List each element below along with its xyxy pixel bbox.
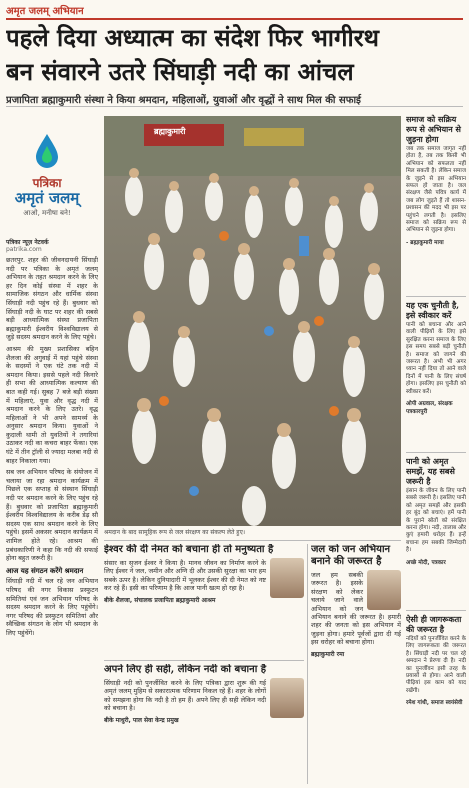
bottom-story-title: ईश्वर की दी नेमत को बचाना ही तो मनुष्यता है	[104, 544, 274, 555]
sidebar-divider	[406, 296, 466, 297]
column-divider	[307, 544, 308, 784]
photo-banner-text: ब्रह्माकुमारी	[154, 127, 186, 136]
sidebar-signature: अच्छे मोदी, पत्रकार	[406, 559, 446, 566]
portrait-photo	[270, 558, 304, 598]
sidebar-divider	[406, 452, 466, 453]
sidebar-title: ऐसी ही जागरूकता की जरूरत है	[406, 614, 462, 634]
sidebar-title: पानी को अमृत समझें, यह सबसे जरूरी है	[406, 456, 455, 486]
sidebar-signature: - ब्रह्माकुमारी माया	[406, 239, 444, 246]
portrait-photo	[270, 678, 304, 718]
sidebar-text: पानी को बचाना और आने वाली पीढ़ियों के लिए इसे सुरक्षित करना समाज के लिए इस समय सबसे बड़ी चुनौती है। समाज को जागने की जरूरत है। अभी भी अगर ध्यान नहीं दिया तो आने वाले दिनों में पानी के लिए संघर्ष होगा। इसलिए इस चुनौती को स्वीकार करें।	[406, 322, 466, 395]
bottom-story-signature: ब्रह्माकुमारी रमा	[311, 650, 345, 658]
kicker-rule	[6, 18, 463, 20]
photo-caption: श्रमदान के बाद सामूहिक रूप से जल संरक्षण का संकल्प लेते हुए।	[104, 529, 246, 536]
main-story	[6, 256, 98, 784]
bottom-story-text: सिंघाड़ी नदी को पुनर्जीवित करने के लिए पत्रिका द्वारा शुरू की गई अमृतं जलम् मुहिम से सकारात्मक परिणाम निकल रहे हैं। शहर के लोगों को समझना होगा कि नदी है तो हम हैं। अपने लिए ही सही लेकिन नदी को बचाना है।	[104, 679, 266, 713]
sidebar-divider	[406, 610, 466, 611]
sidebar-title: यह एक चुनौती है, इसे स्वीकार करें	[406, 300, 460, 320]
story-paragraph: सब जन अभियान परिषद के संयोजन में चलाया जा रहा श्रमदान कार्यक्रम में पिछले एक सप्ताह से संस्थान सिंघाड़ी नदी पर श्रमदान करने के लिए पहुंच रहे हैं। बुधवार को प्रजापिता ब्रह्माकुमारी ईश्वरीय विश्वविद्यालय के करीब डेढ़ सौ सदस्य एक साथ श्रमदान करने के लिए पहुंचे। इसमें अकसर श्रमदान कार्यक्रम में शामिल होते रहे। आश्रम की प्रबंधकारिणी ने कहा कि नदी की सफाई होना बहुत जरूरी है।	[6, 468, 98, 563]
bottom-story-signature: बीके शैलजा, संचालक प्रजापिता ब्रह्माकुमारी आश्रम	[104, 596, 216, 604]
sidebar-text: जब तक समाज जागृत नहीं होता है, तब तक किसी भी अभियान को सफलता नहीं मिल सकती है। लेकिन समाज के जुड़ने से इस अभियान सफल हो जाता है। जल संरक्षण जैसे पवित्र कार्य में जब लोग जुड़ते हैं तो शासन-प्रशासन की मदद भी इस पर पहुंचने लगती है। इसलिए समाज को सक्रिय रूप से अभियान से जुड़ना होगा।	[406, 146, 466, 234]
bottom-story	[104, 544, 304, 656]
logo-name-line-2: अमृतं जलम्	[14, 189, 80, 207]
sidebar-text: नदियों को पुनर्जीवित करने के लिए जागरूकता की जरूरत है। सिंघाड़ी नदी पर चल रहे श्रमदान ने प्रेरणा दी है। नदी का पुनर्जीवन इसी तरह के प्रयासों से होगा। आने वाली पीढ़ियां इस काम को याद रखेंगी।	[406, 636, 466, 694]
byline: पत्रिका न्यूज़ नेटवर्क	[6, 239, 49, 246]
bottom-story-title: जल को जन अभियान बनाने की जरूरत है	[311, 544, 391, 567]
section-kicker: अमृत जलम् अभियान	[6, 6, 84, 17]
headline-line-2: बन संवारने उतरे सिंघाड़ी नदी का आंचल	[6, 57, 354, 86]
sidebar-title: समाज को सक्रिय रूप से अभियान से जुड़ना होगा	[406, 114, 461, 144]
bottom-story	[311, 544, 401, 784]
bottom-story-text: संसार का सृजन ईश्वर ने किया है। मानव जीवन का निर्माण करने के लिए ईश्वर ने जल, जमीन और अग्नि दी और उसकी सुरक्षा का भार हम सबके ऊपर है। लेकिन दुनियादारी में भूलकर ईश्वर की दी नेमत को नष्ट कर रहे हैं। इसी का परिणाम है कि आज पानी खत्म हो रहा है।	[104, 559, 266, 593]
bottom-divider	[104, 540, 401, 541]
sidebar-box	[406, 114, 466, 292]
subheadline: प्रजापिता ब्रह्माकुमारी संस्था ने किया श्रमदान, महिलाओं, युवाओं और वृद्धों ने साथ मिल की सफाई	[6, 95, 361, 106]
headline-line-1: पहले दिया अध्यात्म का संदेश फिर भागीरथ	[6, 23, 379, 52]
main-photo	[104, 116, 401, 526]
sidebar-box	[406, 456, 466, 606]
sidebar-box	[406, 300, 466, 448]
story-paragraph: आश्रम की मुख्य प्रशासिका बहिन शैलजा की अगुवाई में यहां पहुंचे संस्था के सदस्यों ने एक घंटे तक नदी में श्रमदान किया। इससे पहले नदी किनारे ही सभा की आध्यात्मिक कल्याण की बात कही गई। सुबह 7 बजे बड़ी संख्या में महिलाएं, युवा और वृद्ध नदी में श्रमदान करने के लिए उतरे। वृद्ध महिलाओं ने भी अपने सामर्थ्य के अनुसार श्रमदान किया। युवाओं ने कुदाली थामी तो युवतियों ने तगारियां उठाकर नदी का कचरा बाहर फेंका। एक घंटे में तीन ट्रॉली से ज्यादा मलबा नदी से बाहर निकाला गया।	[6, 344, 98, 465]
logo-tagline: आओ, मनीषा बने!	[23, 209, 71, 217]
logo-name-line-1: पत्रिका	[32, 176, 62, 190]
bottom-divider	[104, 660, 304, 661]
site-url: patrika.com	[6, 246, 42, 253]
portrait-photo	[367, 570, 401, 610]
bottom-story	[104, 664, 304, 784]
story-paragraph: सिंघाड़ी नदी में चल रहे जन अभियान परिषद की नगर विकास प्रस्फुटन समितियां एवं जन अभियान परिषद के सदस्य श्रमदान करने के लिए पहुंचेंगे। नगर परिषद की प्रस्फुटन समितियां और स्वैच्छिक संगठन के लोग भी श्रमदान के लिए पहुंचेंगे।	[6, 577, 98, 637]
header-divider	[6, 106, 463, 107]
water-drop-icon	[33, 132, 61, 170]
story-paragraph: छतरपुर. शहर की जीवनदायनी सिंघाड़ी नदी पर पत्रिका के अमृतं जलम् अभियान के तहत श्रमदान करने के लिए हर दिन कोई संस्था में शहर के सामाजिक संगठन और धार्मिक संस्था सिंघाड़ी नदी पहुंच रहे हैं। बुधवार को सिंघाड़ी नदी के घाट पर शहर की सबसे बड़ी आध्यात्मिक संस्था प्रजापिता ब्रह्माकुमारी ईश्वरीय विश्वविद्यालय से जुड़े सदस्य श्रमदान करने के लिए पहुंचे।	[6, 256, 98, 342]
sidebar-signature: ओपी अग्रवाल, संरक्षक पत्रकारपुरी	[406, 401, 453, 416]
sidebar-text: इंसान के जीवन के लिए पानी सबसे जरूरी है। इसलिए पानी को अमृत समझें और इसकी हर बूंद को बचाएं। हमें पानी के पुराने स्रोतों को संरक्षित करना होगा। नदी, तालाब और कुएं हमारी धरोहर हैं। इन्हें बचाना हम सबकी जिम्मेदारी है।	[406, 488, 466, 554]
bottom-story-signature: बीके माधुरी, पाल सेवा केन्द्र प्रमुख	[104, 716, 179, 724]
campaign-logo	[6, 128, 88, 233]
bottom-story-title: अपने लिए ही सही, लेकिन नदी को बचाना है	[104, 664, 267, 675]
bottom-story-text: जल हम सबकी जरूरत है। इसके संरक्षण को लेकर चलाये जाने वाले अभियान को जन अभियान बनाने की जरूरत है। हमारी शहर की जनता को इस अभियान में जुड़ना होगा। हमारे पूर्वजों द्वारा दी गई इस धरोहर को बचाना होगा।	[311, 571, 401, 647]
story-subheading: आज यह संगठन करेंगे श्रमदान	[6, 566, 84, 575]
sidebar-signature: रमेश गांधी, समाज स्वयंसेवी	[406, 700, 463, 707]
sidebar-box	[406, 614, 466, 784]
